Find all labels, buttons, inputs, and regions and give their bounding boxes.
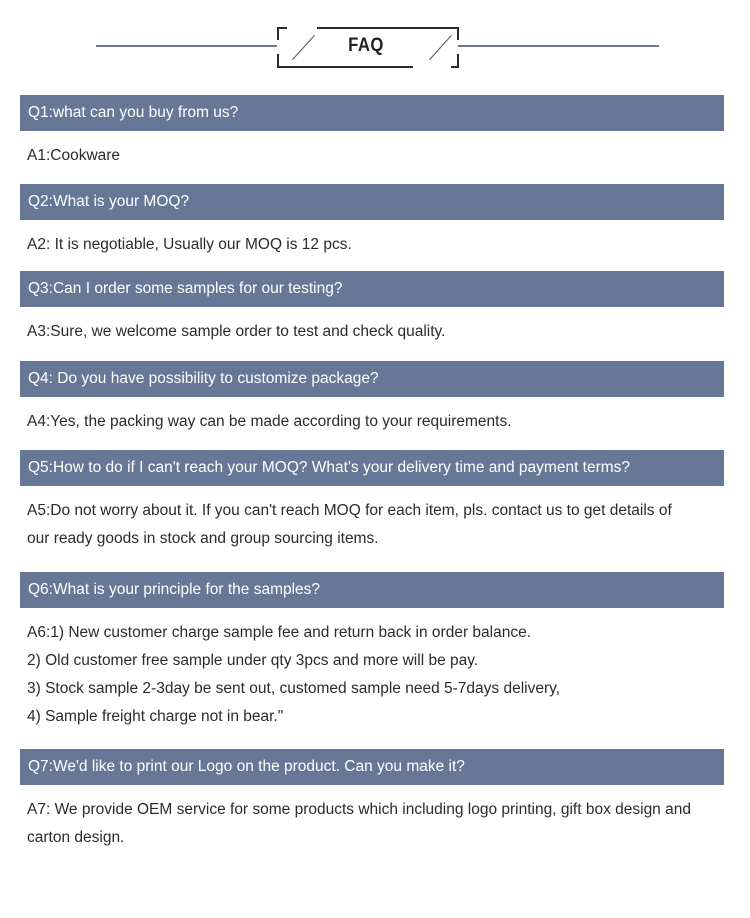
answer-line: A2: It is negotiable, Usually our MOQ is 12 pcs.: [27, 236, 352, 253]
answer-line: A7: We provide OEM service for some products which including logo printing, gift box design and: [27, 801, 691, 818]
header-frame-gap: [287, 24, 317, 32]
faq-question-6: Q6:What is your principle for the samples?: [20, 572, 724, 608]
page-title: FAQ: [348, 35, 384, 56]
faq-answer-6: [27, 619, 727, 731]
answer-line: 3) Stock sample 2-3day be sent out, customed sample need 5-7days delivery,: [27, 680, 561, 697]
faq-answer-5: [27, 497, 727, 553]
header-line-right: [458, 45, 659, 47]
faq-answer-1: [27, 142, 727, 170]
answer-line: A1:Cookware: [27, 147, 121, 164]
answer-line: A4:Yes, the packing way can be made according to your requirements.: [27, 413, 512, 430]
header-frame-edge: [457, 54, 459, 68]
answer-line: 2) Old customer free sample under qty 3pcs and more will be pay.: [27, 652, 479, 669]
answer-line: A3:Sure, we welcome sample order to test and check quality.: [27, 323, 446, 340]
faq-answer-2: [27, 231, 727, 259]
faq-answer-7: [27, 796, 727, 852]
faq-question-7: Q7:We'd like to print our Logo on the product. Can you make it?: [20, 749, 724, 785]
header-slash: [292, 35, 315, 60]
header-frame-edge: [277, 27, 279, 40]
header-slash: [429, 35, 452, 60]
answer-line: A6:1) New customer charge sample fee and return back in order balance.: [27, 624, 532, 641]
faq-answer-4: [27, 408, 727, 436]
answer-line: 4) Sample freight charge not in bear.": [27, 708, 284, 725]
faq-question-2: Q2:What is your MOQ?: [20, 184, 724, 220]
header-frame-gap: [413, 63, 451, 71]
faq-question-5: Q5:How to do if I can't reach your MOQ? What's your delivery time and payment terms?: [20, 450, 724, 486]
header-line-left: [96, 45, 277, 47]
answer-line: our ready goods in stock and group sourcing items.: [27, 530, 379, 547]
answer-line: carton design.: [27, 829, 125, 846]
faq-answer-3: [27, 318, 727, 346]
header-frame-edge: [457, 27, 459, 40]
faq-question-4: Q4: Do you have possibility to customize package?: [20, 361, 724, 397]
faq-header: [0, 0, 750, 80]
faq-question-1: Q1:what can you buy from us?: [20, 95, 724, 131]
faq-question-3: Q3:Can I order some samples for our testing?: [20, 271, 724, 307]
header-frame-edge: [277, 54, 279, 68]
answer-line: A5:Do not worry about it. If you can't reach MOQ for each item, pls. contact us to get details of: [27, 502, 672, 519]
